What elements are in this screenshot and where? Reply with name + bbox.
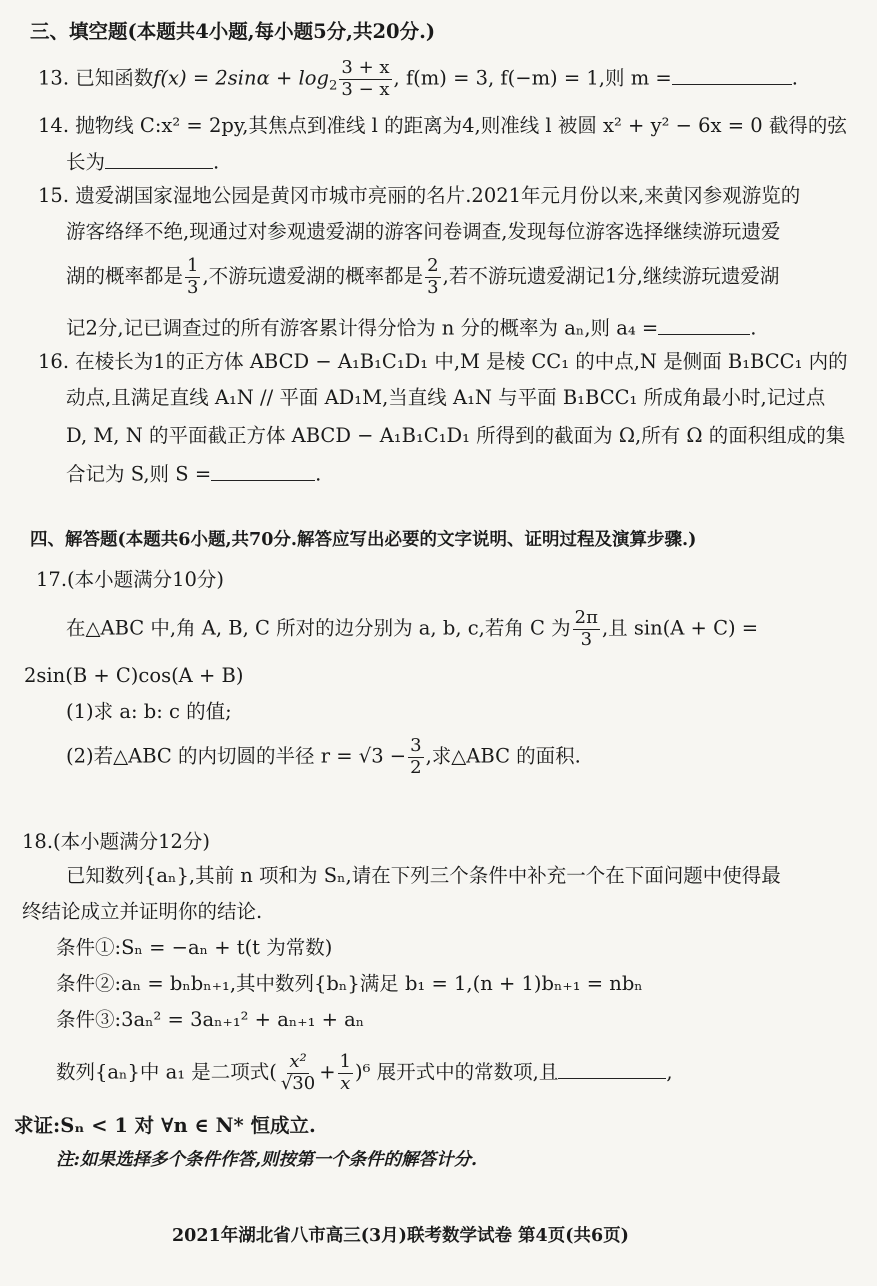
question-17-line2: 2sin(B + C)cos(A + B)	[24, 664, 244, 687]
question-18-note: 注:如果选择多个条件作答,则按第一个条件的解答计分.	[56, 1150, 478, 1170]
question-15-line2: 游客络绎不绝,现通过对参观遗爱湖的游客问卷调查,发现每位游客选择继续游玩遗爱	[66, 220, 781, 243]
answer-blank-16	[211, 460, 315, 481]
question-14-line2: 长为 .	[66, 148, 219, 175]
question-17-title: 17.(本小题满分10分)	[36, 568, 225, 591]
question-18-line1: 已知数列{aₙ},其前 n 项和为 Sₙ,请在下列三个条件中补充一个在下面问题中使得最	[66, 864, 781, 887]
question-18-statement: 数列{aₙ}中 a₁ 是二项式( $\frac{\text{x²}}{√30}$ + $\frac{1}{x}$ )⁶ 展开式中的常数项,且 ,	[56, 1051, 673, 1094]
condition-2: 条件②:aₙ = bₙbₙ₊₁,其中数列{bₙ}满足 b₁ = 1,(n + 1)bₙ₊₁ = nbₙ	[56, 972, 643, 995]
question-16-line1: 16. 在棱长为1的正方体 ABCD − A₁B₁C₁D₁ 中,M 是棱 CC₁ 的中点,N 是侧面 B₁BCC₁ 内的	[38, 350, 848, 373]
question-15-line4: 记2分,记已调查过的所有游客累计得分恰为 n 分的概率为 aₙ,则 a₄ = .	[66, 314, 756, 341]
question-16-line4: 合记为 S,则 S = .	[66, 460, 321, 487]
condition-1: 条件①:Sₙ = −aₙ + t(t 为常数)	[56, 936, 333, 959]
question-18-proof: 求证:Sₙ < 1 对 ∀n ∈ N* 恒成立.	[14, 1114, 316, 1137]
question-13: 13. 已知函数$f(x) = 2\sin\alpha + \log_2$ $\frac{3 + x}{3 - x}$ , f(m) = 3, f(−m) = 1,则 m = .	[38, 57, 798, 100]
condition-3: 条件③:3aₙ² = 3aₙ₊₁² + aₙ₊₁ + aₙ	[56, 1008, 365, 1031]
question-16-line3: D, M, N 的平面截正方体 ABCD − A₁B₁C₁D₁ 所得到的截面为 Ω,所有 Ω 的面积组成的集	[66, 424, 846, 447]
question-17-part1: (1)求 a: b: c 的值;	[66, 700, 232, 723]
question-14-line1: 14. 抛物线 C:x² = 2py,其焦点到准线 l 的距离为4,则准线 l 被圆 x² + y² − 6x = 0 截得的弦	[38, 114, 847, 137]
question-17-line1: 在△ABC 中,角 A, B, C 所对的边分别为 a, b, c,若角 C 为 $\frac{2\pi}{3}$ ,且 sin(A + C) =	[66, 607, 759, 650]
question-15-line3: 湖的概率都是 $\frac{1}{3}$ ,不游玩遗爱湖的概率都是 $\frac{2}{3}$ ,若不游玩遗爱湖记1分,继续游玩遗爱湖	[66, 255, 780, 298]
question-18-line2: 终结论成立并证明你的结论.	[22, 900, 263, 923]
question-16-line2: 动点,且满足直线 A₁N // 平面 AD₁M,当直线 A₁N 与平面 B₁BCC₁ 所成角最小时,记过点	[66, 386, 826, 409]
question-15-line1: 15. 遗爱湖国家湿地公园是黄冈市城市亮丽的名片.2021年元月份以来,来黄冈参观游览的	[38, 184, 801, 207]
answer-blank-18	[558, 1058, 666, 1079]
page-footer: 2021年湖北省八市高三(3月)联考数学试卷 第4页(共6页)	[172, 1226, 629, 1246]
section3-heading: 三、填空题(本题共4小题,每小题5分,共20分.)	[30, 20, 436, 43]
answer-blank-13	[672, 64, 792, 85]
answer-blank-15	[658, 314, 750, 335]
question-18-title: 18.(本小题满分12分)	[22, 830, 211, 853]
question-17-part2: (2)若△ABC 的内切圆的半径 r = √3 − $\frac{3}{2}$ ,求△ABC 的面积.	[66, 735, 581, 778]
answer-blank-14	[105, 148, 213, 169]
section4-heading: 四、解答题(本题共6小题,共70分.解答应写出必要的文字说明、证明过程及演算步骤.)	[30, 530, 697, 550]
